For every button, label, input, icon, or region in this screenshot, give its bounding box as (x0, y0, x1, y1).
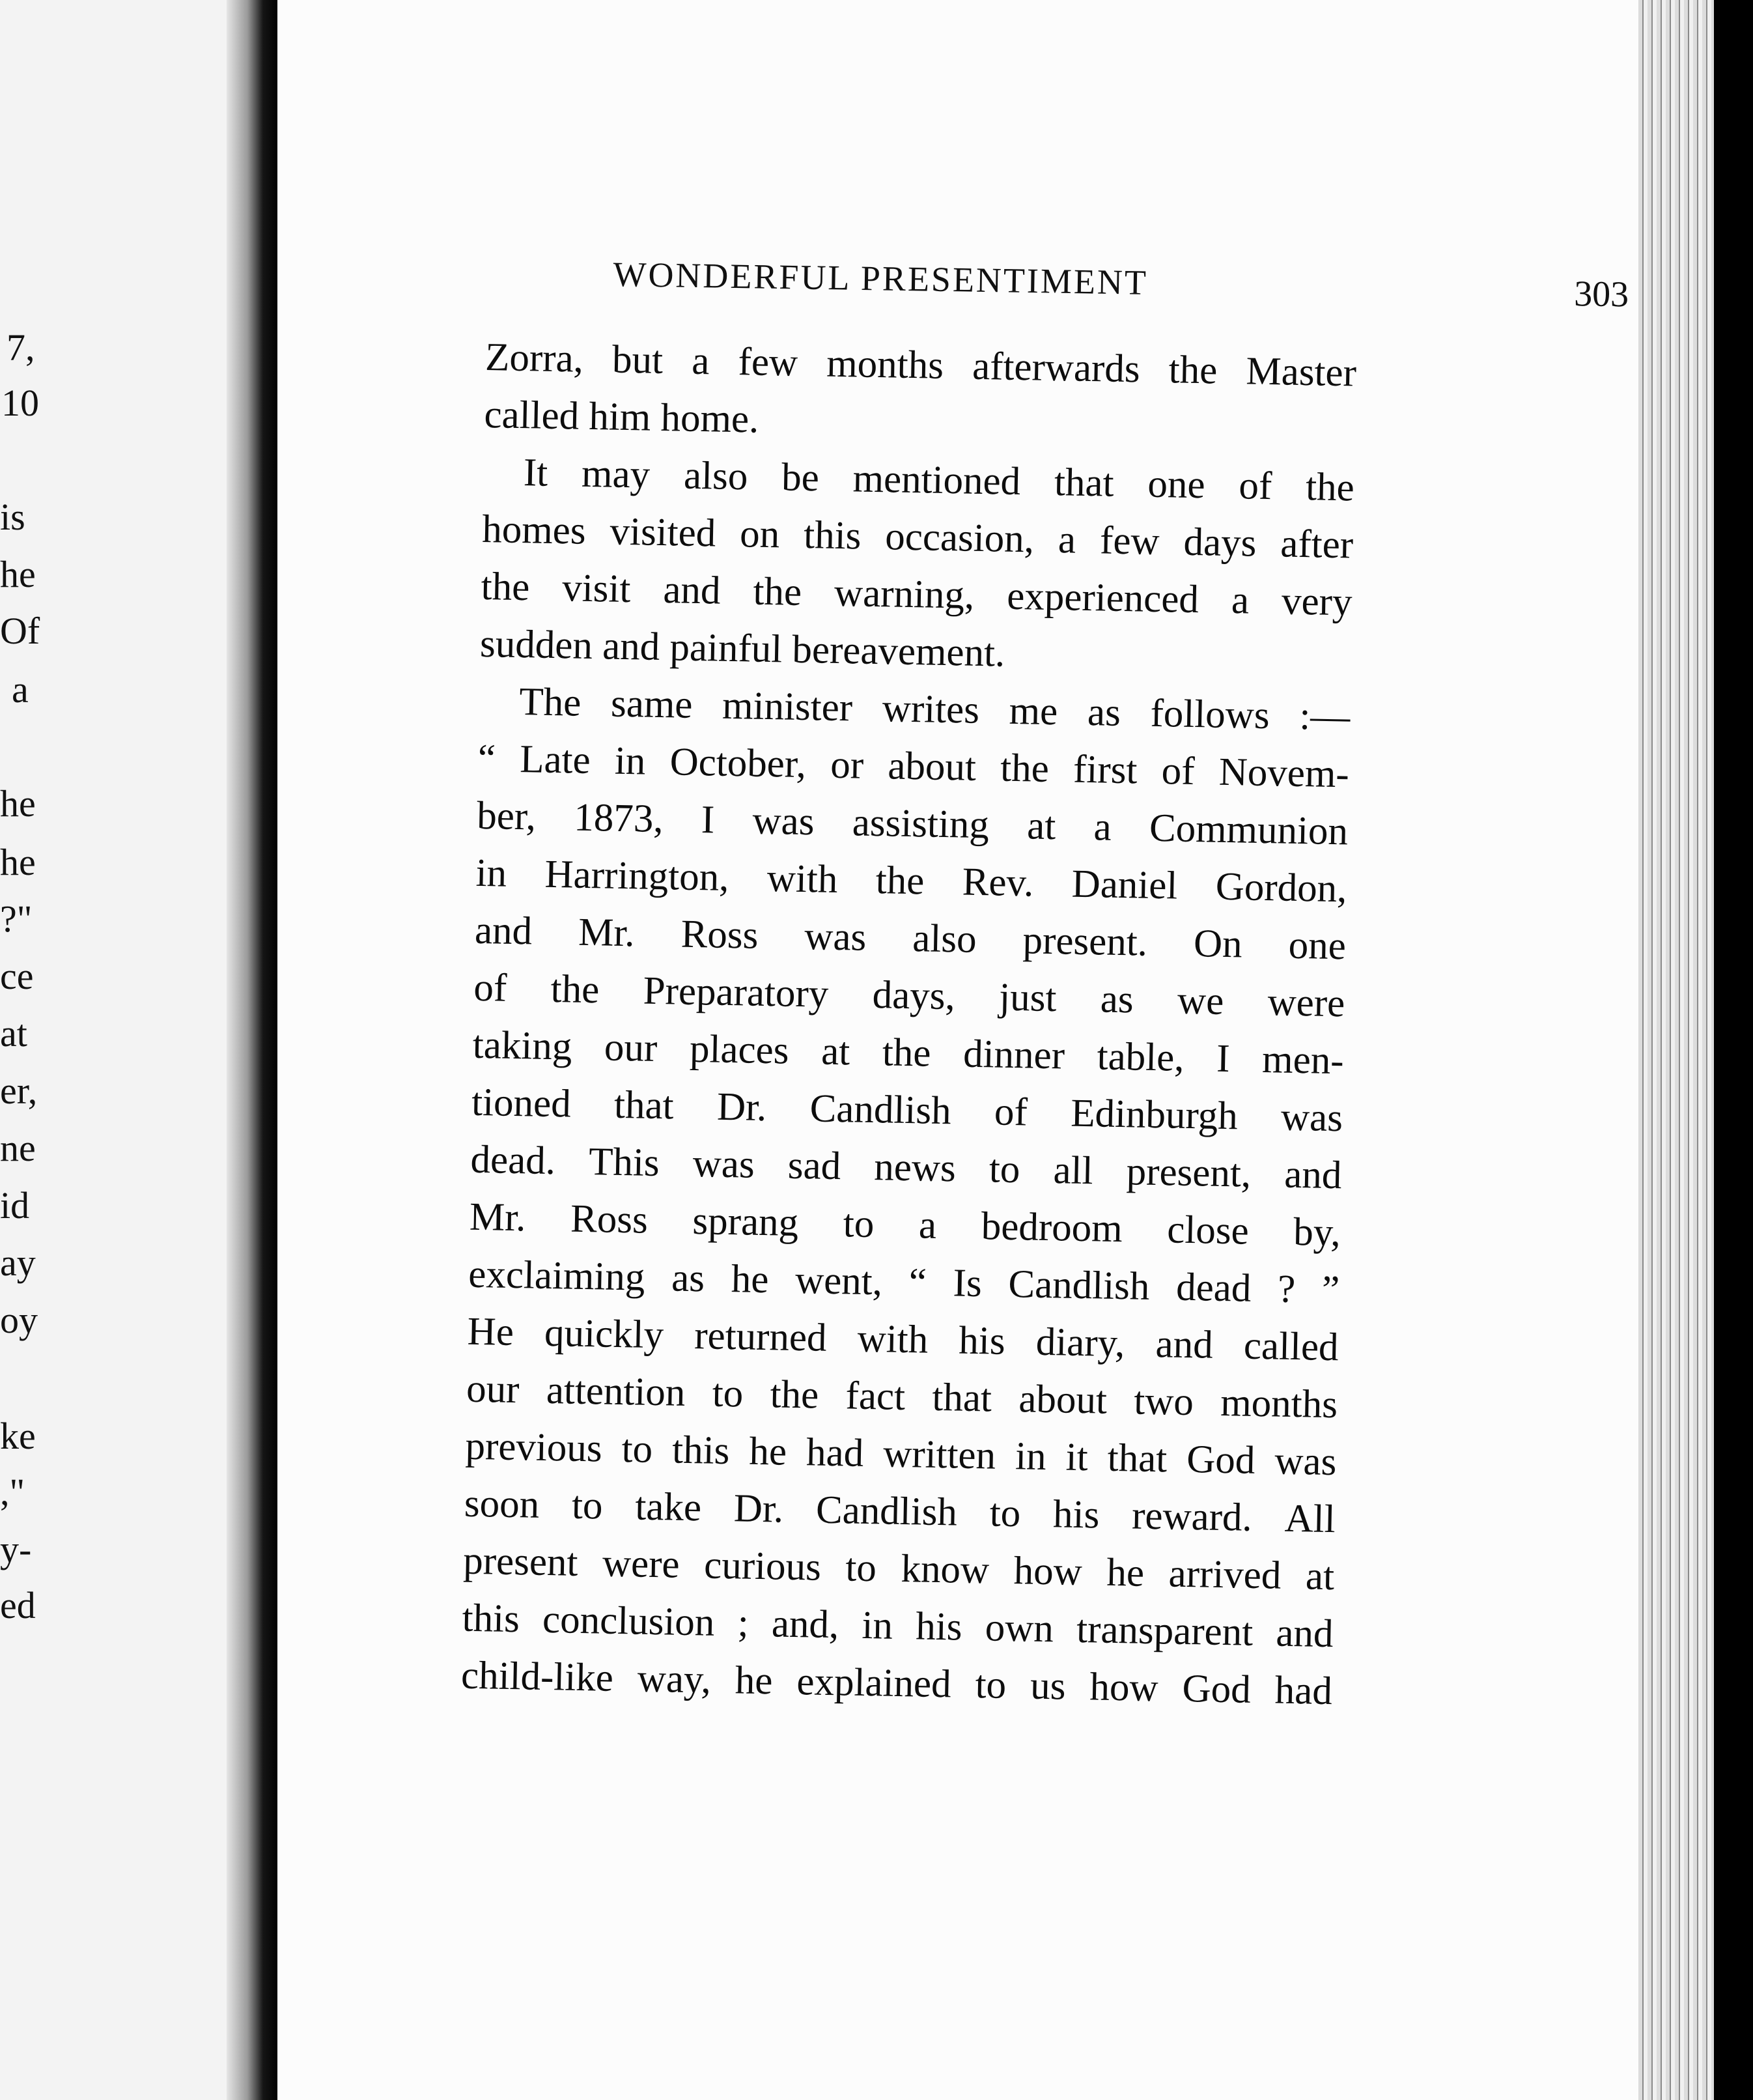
word: first (1073, 747, 1138, 793)
word: about (1018, 1377, 1108, 1423)
word: Gordon, (1215, 864, 1348, 911)
word: God (1186, 1438, 1255, 1483)
word: that (1107, 1436, 1168, 1481)
word: same (610, 681, 694, 727)
word: fact (845, 1374, 906, 1419)
word: months (1220, 1380, 1338, 1427)
word: sad (787, 1143, 841, 1189)
word: few (738, 340, 798, 385)
previous-page-fragment: Of (0, 610, 40, 652)
word: or (830, 743, 864, 788)
word: ber, (476, 793, 537, 839)
word: Is (953, 1261, 983, 1306)
previous-page-fragment: er, (0, 1070, 38, 1112)
word: as (1087, 690, 1121, 735)
word: dead (1175, 1265, 1252, 1311)
body-text (460, 329, 1356, 1720)
previous-page-fragment: he (0, 841, 36, 883)
word: that (931, 1375, 992, 1421)
word: by, (1293, 1210, 1341, 1255)
word: God (1182, 1666, 1252, 1712)
word: follows (1149, 691, 1270, 738)
previous-page-fragment: oy (0, 1299, 38, 1341)
word: he (1106, 1550, 1145, 1595)
previous-page-strip (0, 0, 227, 2100)
word: all (1052, 1148, 1094, 1193)
word: visited (609, 509, 716, 556)
word: and (1155, 1322, 1214, 1367)
word: this (671, 1428, 730, 1473)
previous-page-fragment: ne (0, 1127, 36, 1169)
word: curious (703, 1543, 822, 1589)
word: how (1013, 1549, 1083, 1595)
word: I (1216, 1036, 1231, 1081)
word: Dr. (716, 1085, 767, 1130)
word: just (998, 975, 1057, 1021)
word: about (887, 744, 977, 789)
word: his (958, 1318, 1006, 1363)
word: was (804, 915, 867, 959)
word: with (857, 1316, 929, 1362)
word: and (1283, 1152, 1342, 1198)
previous-page-fragment: ke (0, 1415, 36, 1457)
word: and, (771, 1602, 839, 1647)
word: dead. (470, 1137, 556, 1184)
word: “ (477, 736, 496, 781)
word: the (770, 1372, 819, 1417)
previous-page-fragment: ?" (0, 898, 33, 940)
page-edges (1638, 0, 1753, 2100)
word: Rev. (962, 860, 1034, 905)
word: tioned (471, 1080, 572, 1126)
previous-page-fragment: 10 (1, 382, 39, 424)
word: to (989, 1147, 1021, 1192)
word: that (1054, 461, 1115, 505)
word: transparent (1076, 1607, 1254, 1654)
word: Preparatory (643, 969, 829, 1016)
word: quickly (544, 1311, 664, 1357)
word: arrived (1168, 1552, 1282, 1598)
word: a (691, 339, 710, 384)
word: diary, (1035, 1320, 1126, 1366)
previous-page-fragment: id (0, 1184, 30, 1227)
word: of (1238, 464, 1272, 509)
word: ; (737, 1601, 750, 1645)
word: he (731, 1257, 769, 1302)
word: to (989, 1491, 1021, 1536)
word: sprang (692, 1199, 799, 1245)
word: Harrington, (544, 852, 730, 900)
previous-page-fragment: ce (0, 955, 34, 997)
word: also (912, 916, 977, 961)
word: assisting (852, 801, 990, 847)
word: Dr. (733, 1486, 784, 1531)
word: one (1147, 462, 1206, 507)
word: of (1161, 749, 1196, 794)
word: writes (882, 687, 980, 732)
word: in (1015, 1434, 1047, 1479)
word: I (701, 798, 715, 842)
word: way, (637, 1656, 712, 1702)
word: of (994, 1090, 1028, 1135)
word: also (683, 453, 748, 499)
word: Mr. (578, 910, 636, 956)
word: the (1305, 465, 1355, 510)
previous-page-fragment: y- (0, 1528, 32, 1570)
word: with (766, 857, 838, 902)
previous-page-fragment: he (0, 553, 36, 595)
previous-page-fragment: a (12, 668, 29, 711)
word: me (1009, 688, 1058, 734)
book-gutter (227, 0, 279, 2100)
word: the (752, 569, 802, 614)
previous-page-fragment: 7, (7, 326, 35, 369)
previous-page-fragment: ay (0, 1242, 36, 1284)
word: to (621, 1427, 653, 1471)
word: know (900, 1547, 990, 1593)
word: in (475, 851, 507, 896)
word: this (803, 513, 862, 558)
word: dinner (962, 1032, 1065, 1078)
word: own (985, 1606, 1054, 1651)
word: went, (794, 1258, 883, 1304)
word: news (873, 1145, 957, 1191)
word: at (820, 1029, 850, 1074)
word: days, (872, 973, 956, 1019)
word: to (975, 1663, 1007, 1707)
word: a (918, 1203, 937, 1247)
word: was (1274, 1439, 1337, 1484)
previous-page-fragment: at (0, 1012, 27, 1055)
word: Communion (1149, 806, 1349, 854)
word: but (611, 337, 664, 382)
word: visit (561, 566, 632, 612)
word: experienced (1006, 574, 1199, 622)
word: soon (464, 1481, 540, 1527)
word: Master (1245, 349, 1357, 395)
word: 1873, (573, 795, 664, 842)
word: a (1093, 805, 1112, 849)
running-header (613, 254, 1629, 328)
word: Ross (680, 912, 759, 958)
word: very (1281, 579, 1353, 625)
word: as (671, 1256, 705, 1301)
word: men- (1261, 1038, 1345, 1083)
word: few (1099, 518, 1160, 564)
word: bedroom (981, 1204, 1123, 1251)
word: returned (694, 1314, 828, 1360)
word: had (806, 1430, 864, 1475)
word: the (875, 858, 925, 903)
word: the (1000, 746, 1050, 791)
word: it (1065, 1435, 1089, 1480)
word: how (1089, 1665, 1159, 1710)
word: table, (1097, 1034, 1185, 1080)
word: his (915, 1604, 963, 1649)
word: take (634, 1484, 702, 1530)
page-title: WONDERFUL PRESENTIMENT (613, 254, 1149, 302)
previous-page-fragment: ," (0, 1471, 25, 1513)
word: exclaiming (468, 1252, 645, 1299)
word: had (1274, 1668, 1333, 1714)
word: minister (722, 683, 853, 730)
word: days (1183, 520, 1257, 565)
word: at (1305, 1554, 1335, 1599)
word: taking (472, 1023, 572, 1069)
word: reward. (1131, 1494, 1253, 1540)
word: as (1100, 977, 1134, 1022)
word: :— (1298, 694, 1351, 739)
word: the (550, 967, 600, 1012)
word: child-like (460, 1653, 614, 1700)
word: to (712, 1371, 744, 1416)
word: Mr. (469, 1195, 527, 1240)
word: in (614, 739, 647, 784)
word: mentioned (852, 457, 1021, 504)
word: The (518, 680, 582, 725)
word: explained (796, 1660, 952, 1707)
word: ? (1277, 1267, 1296, 1312)
word: “ (908, 1260, 927, 1305)
word: present (462, 1539, 579, 1585)
word: on (739, 512, 780, 557)
word: October, (669, 740, 807, 787)
word: we (1177, 978, 1224, 1023)
word: Candlish (1007, 1262, 1151, 1309)
word: Edinburgh (1070, 1091, 1239, 1139)
word: called (1243, 1324, 1339, 1370)
word: homes (481, 507, 587, 553)
word: to (845, 1546, 877, 1591)
word: present. (1022, 918, 1148, 965)
book-page (277, 0, 1638, 2100)
word: he (735, 1658, 774, 1703)
word: may (581, 451, 651, 497)
word: the (481, 564, 530, 610)
word: Candlish (815, 1488, 958, 1535)
page-number: 303 (1573, 274, 1629, 315)
word: months (826, 341, 944, 388)
word: in (861, 1603, 893, 1648)
word: ” (1321, 1268, 1340, 1312)
previous-page-fragment: he (0, 782, 36, 825)
word: the (882, 1030, 932, 1075)
text-line: sudden and painful bereavement. (479, 621, 1005, 675)
word: Daniel (1071, 862, 1178, 908)
word: us (1030, 1664, 1067, 1709)
word: and (662, 568, 722, 613)
word: Zorra, (484, 335, 584, 381)
word: of (473, 965, 507, 1010)
word: Late (519, 737, 591, 783)
word: our (466, 1367, 520, 1412)
word: after (1280, 522, 1354, 567)
word: was (751, 799, 815, 844)
word: he (748, 1429, 787, 1474)
text-line: called him home. (483, 392, 759, 442)
word: to (843, 1202, 875, 1247)
word: places (689, 1027, 790, 1073)
word: a (1058, 518, 1076, 562)
word: occasion, (884, 515, 1035, 561)
word: present, (1126, 1150, 1252, 1196)
word: written (882, 1432, 996, 1478)
word: All (1284, 1496, 1336, 1542)
word: be (781, 455, 820, 500)
word: two (1133, 1379, 1194, 1425)
word: the (1168, 348, 1218, 393)
word: close (1166, 1208, 1250, 1253)
word: his (1052, 1492, 1100, 1537)
word: It (523, 451, 548, 495)
word: conclusion (542, 1597, 716, 1645)
word: and (1275, 1611, 1334, 1656)
word: were (602, 1541, 680, 1587)
word: Candlish (809, 1086, 952, 1133)
word: was (1280, 1095, 1343, 1141)
word: one (1288, 923, 1347, 969)
word: were (1267, 980, 1345, 1026)
word: that (613, 1083, 675, 1128)
word: He (467, 1309, 514, 1355)
word: Novem- (1218, 750, 1350, 797)
word: at (1026, 804, 1056, 849)
word: warning, (834, 571, 975, 617)
word: our (604, 1025, 658, 1071)
word: attention (546, 1368, 686, 1415)
word: and (474, 908, 533, 954)
previous-page-fragment: ed (0, 1584, 36, 1626)
word: previous (464, 1424, 603, 1471)
word: was (692, 1142, 755, 1187)
previous-page-fragment: is (0, 496, 25, 538)
word: afterwards (972, 344, 1141, 391)
word: this (462, 1596, 520, 1641)
word: a (1231, 578, 1250, 623)
word: On (1193, 922, 1243, 967)
word: to (571, 1483, 604, 1528)
word: This (588, 1140, 660, 1185)
word: Ross (570, 1197, 649, 1242)
